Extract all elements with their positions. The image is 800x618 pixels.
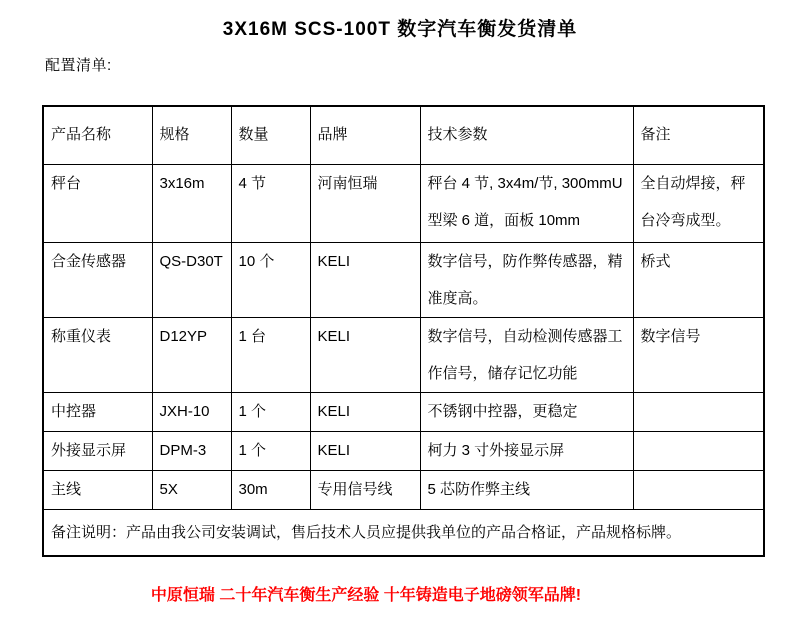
table-row [43,470,764,509]
spec-cell: DPM-3 [152,431,231,470]
config-list-label: 配置清单: [45,57,112,74]
table-row [43,392,764,431]
note-cell [633,431,764,470]
note-cell: 桥式 [633,242,764,317]
note-cell: 全自动焊接，秤台冷弯成型。 [633,164,764,242]
params-cell: 数字信号，自动检测传感器工作信号，储存记忆功能 [420,317,633,392]
qty-cell: 30m [231,470,310,509]
header-product-name: 产品名称 [43,106,152,164]
params-cell: 数字信号，防作弊传感器，精准度高。 [420,242,633,317]
note-statement-cell: 备注说明：产品由我公司安装调试，售后技术人员应提供我单位的产品合格证，产品规格标牌。 [43,509,764,556]
qty-cell: 1 个 [231,392,310,431]
brand-cell: KELI [310,317,420,392]
note-cell [633,392,764,431]
table-row [43,317,764,392]
params-cell: 不锈钢中控器，更稳定 [420,392,633,431]
header-qty: 数量 [231,106,310,164]
params-cell: 柯力 3 寸外接显示屏 [420,431,633,470]
spec-cell: 5X [152,470,231,509]
table-row [43,164,764,242]
brand-cell: 专用信号线 [310,470,420,509]
spec-cell: 3x16m [152,164,231,242]
table-note-row [43,509,764,556]
note-cell: 数字信号 [633,317,764,392]
brand-slogan: 中原恒瑞 二十年汽车衡生产经验 十年铸造电子地磅领军品牌! [150,587,582,604]
table-row [43,242,764,317]
spec-cell: JXH-10 [152,392,231,431]
qty-cell: 10 个 [231,242,310,317]
qty-cell: 1 个 [231,431,310,470]
header-brand: 品牌 [310,106,420,164]
params-cell: 5 芯防作弊主线 [420,470,633,509]
spec-cell: QS-D30T [152,242,231,317]
product-name-cell: 中控器 [43,392,152,431]
product-name-cell: 秤台 [43,164,152,242]
product-name-cell: 合金传感器 [43,242,152,317]
brand-cell: 河南恒瑞 [310,164,420,242]
brand-cell: KELI [310,392,420,431]
note-cell [633,470,764,509]
header-spec: 规格 [152,106,231,164]
header-params: 技术参数 [420,106,633,164]
product-name-cell: 主线 [43,470,152,509]
spec-cell: D12YP [152,317,231,392]
product-name-cell: 称重仪表 [43,317,152,392]
qty-cell: 4 节 [231,164,310,242]
product-name-cell: 外接显示屏 [43,431,152,470]
table-row [43,431,764,470]
qty-cell: 1 台 [231,317,310,392]
brand-cell: KELI [310,242,420,317]
params-cell: 秤台 4 节, 3x4m/节, 300mmU 型梁 6 道，面板 10mm [420,164,633,242]
page-title: 3X16M SCS-100T 数字汽车衡发货清单 [222,19,578,40]
table-header-row [43,106,764,164]
header-note: 备注 [633,106,764,164]
brand-cell: KELI [310,431,420,470]
spec-table [42,105,765,557]
